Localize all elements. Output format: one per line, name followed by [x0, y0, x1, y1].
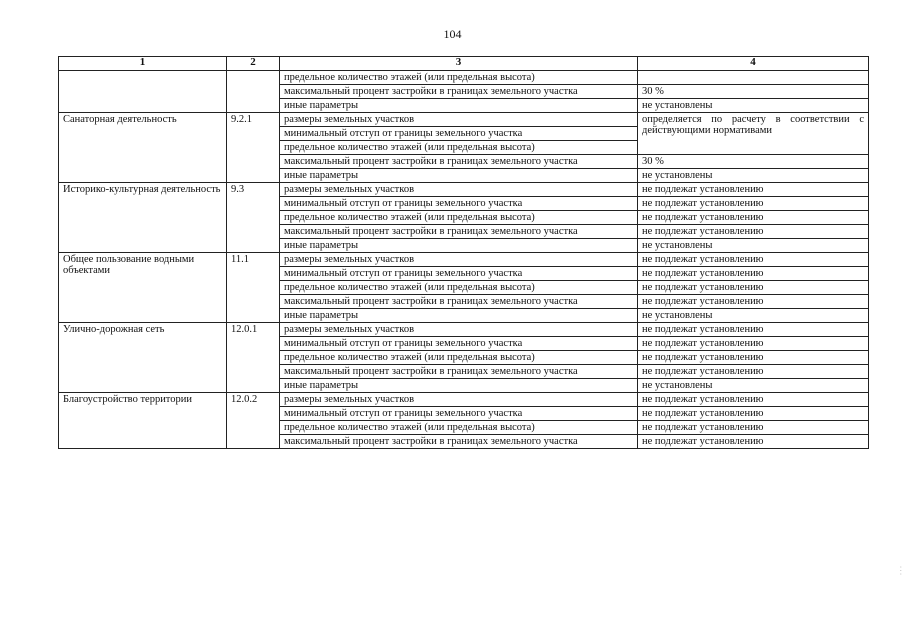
parameter-cell: максимальный процент застройки в границах земельного участка	[280, 295, 638, 309]
column-header-4: 4	[638, 57, 869, 71]
parameter-cell: минимальный отступ от границы земельного участка	[280, 407, 638, 421]
value-cell: 30 %	[638, 155, 869, 169]
parameter-cell: размеры земельных участков	[280, 253, 638, 267]
parameter-cell: минимальный отступ от границы земельного участка	[280, 197, 638, 211]
column-header-1: 1	[59, 57, 227, 71]
parameter-cell: минимальный отступ от границы земельного участка	[280, 267, 638, 281]
value-cell: не подлежат установлению	[638, 393, 869, 407]
parameter-cell: максимальный процент застройки в границах земельного участка	[280, 365, 638, 379]
parameter-cell: иные параметры	[280, 239, 638, 253]
table-header-row	[59, 57, 869, 71]
parameter-cell: предельное количество этажей (или предельная высота)	[280, 281, 638, 295]
value-cell: не подлежат установлению	[638, 421, 869, 435]
value-cell: не подлежат установлению	[638, 351, 869, 365]
value-cell: не установлены	[638, 239, 869, 253]
scan-margin-mark: · · ·	[897, 566, 903, 575]
value-cell: не установлены	[638, 99, 869, 113]
use-type-code: 11.1	[227, 253, 280, 323]
use-type-name: Общее пользование водными объектами	[59, 253, 227, 323]
table-row	[59, 183, 869, 197]
parameter-cell: предельное количество этажей (или предельная высота)	[280, 351, 638, 365]
value-cell	[638, 71, 869, 85]
value-cell: не подлежат установлению	[638, 295, 869, 309]
value-cell: не установлены	[638, 309, 869, 323]
value-cell: не установлены	[638, 169, 869, 183]
value-cell: не установлены	[638, 379, 869, 393]
parameter-cell: максимальный процент застройки в границах земельного участка	[280, 225, 638, 239]
use-type-code: 9.3	[227, 183, 280, 253]
parameter-cell: иные параметры	[280, 379, 638, 393]
parameter-cell: размеры земельных участков	[280, 393, 638, 407]
value-cell: не подлежат установлению	[638, 183, 869, 197]
table-row	[59, 71, 869, 85]
parameter-cell: иные параметры	[280, 169, 638, 183]
parameter-cell: размеры земельных участков	[280, 113, 638, 127]
page-number: 104	[443, 27, 462, 41]
parameter-cell: предельное количество этажей (или предельная высота)	[280, 71, 638, 85]
value-cell: не подлежат установлению	[638, 435, 869, 449]
parameter-cell: максимальный процент застройки в границах земельного участка	[280, 435, 638, 449]
parameter-cell: размеры земельных участков	[280, 323, 638, 337]
parameter-cell: предельное количество этажей (или предельная высота)	[280, 141, 638, 155]
column-header-2: 2	[227, 57, 280, 71]
value-cell: не подлежат установлению	[638, 197, 869, 211]
table-row	[59, 393, 869, 407]
use-type-name	[59, 71, 227, 113]
value-cell: не подлежат установлению	[638, 253, 869, 267]
value-cell: не подлежат установлению	[638, 407, 869, 421]
parameter-cell: иные параметры	[280, 99, 638, 113]
parameter-cell: минимальный отступ от границы земельного участка	[280, 337, 638, 351]
parameter-cell: максимальный процент застройки в границах земельного участка	[280, 155, 638, 169]
value-cell: не подлежат установлению	[638, 225, 869, 239]
use-type-name: Санаторная деятельность	[59, 113, 227, 183]
table-row	[59, 113, 869, 127]
value-cell: 30 %	[638, 85, 869, 99]
column-header-3: 3	[280, 57, 638, 71]
parameter-cell: предельное количество этажей (или предельная высота)	[280, 421, 638, 435]
value-cell: не подлежат установлению	[638, 365, 869, 379]
value-cell: не подлежат установлению	[638, 281, 869, 295]
table-row	[59, 323, 869, 337]
value-cell: не подлежат установлению	[638, 323, 869, 337]
land-use-regulations-table	[58, 56, 869, 449]
parameter-cell: максимальный процент застройки в границах земельного участка	[280, 85, 638, 99]
parameter-cell: иные параметры	[280, 309, 638, 323]
use-type-code: 12.0.2	[227, 393, 280, 449]
use-type-name: Улично-дорожная сеть	[59, 323, 227, 393]
use-type-name: Историко-культурная деятельность	[59, 183, 227, 253]
use-type-code: 12.0.1	[227, 323, 280, 393]
value-cell: определяется по расчету в соответствии с действующими нормативами	[638, 113, 869, 155]
parameter-cell: минимальный отступ от границы земельного участка	[280, 127, 638, 141]
parameter-cell: размеры земельных участков	[280, 183, 638, 197]
value-cell: не подлежат установлению	[638, 337, 869, 351]
use-type-code: 9.2.1	[227, 113, 280, 183]
use-type-name: Благоустройство территории	[59, 393, 227, 449]
value-cell: не подлежат установлению	[638, 267, 869, 281]
parameter-cell: предельное количество этажей (или предельная высота)	[280, 211, 638, 225]
value-cell: не подлежат установлению	[638, 211, 869, 225]
table-row	[59, 253, 869, 267]
use-type-code	[227, 71, 280, 113]
